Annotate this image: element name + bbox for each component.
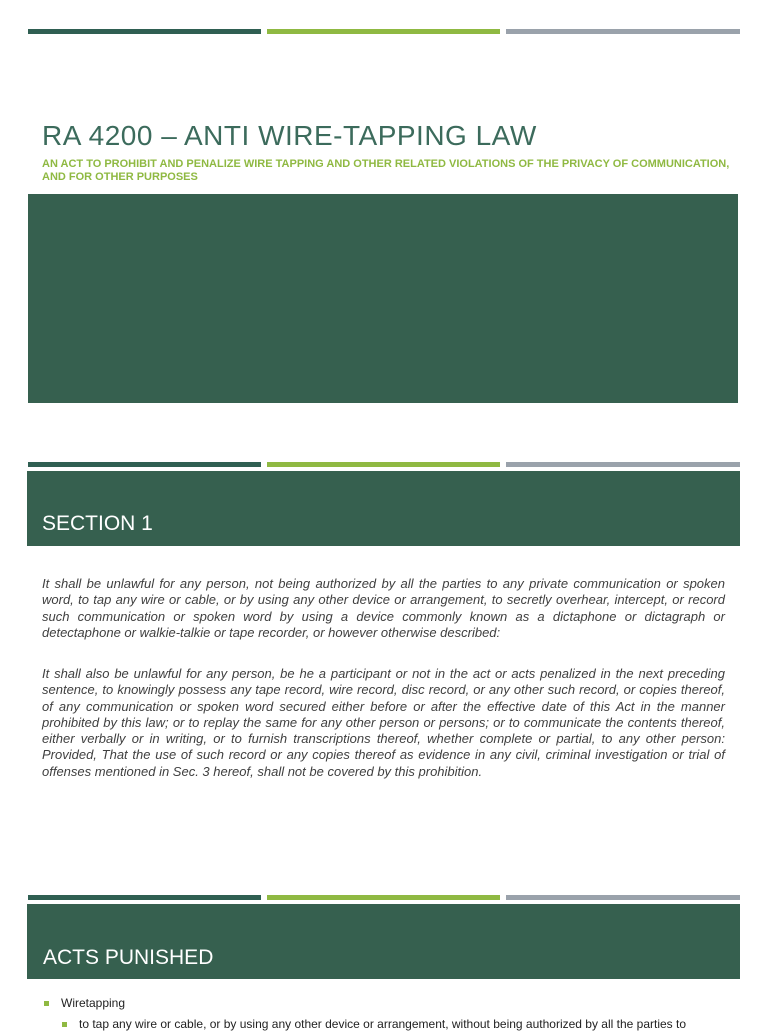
list-item	[62, 1017, 686, 1031]
list-item-label: Wiretapping	[61, 996, 126, 1010]
accent-stripe-dark	[28, 462, 261, 467]
list-item	[44, 996, 125, 1010]
list-item-label: to tap any wire or cable, or by using any other device or arrangement, without being authorized by all the parties to	[79, 1017, 687, 1031]
slide-title: RA 4200 – ANTI WIRE-TAPPING LAW	[42, 120, 537, 151]
accent-stripe-green	[267, 29, 500, 34]
accent-stripe-green	[267, 895, 500, 900]
slide-subtitle: AN ACT TO PROHIBIT AND PENALIZE WIRE TAPPING AND OTHER RELATED VIOLATIONS OF THE PRIVACY OF COMMUNICATION, AND FOR OTHER PURPOSES	[42, 158, 730, 183]
accent-stripe-gray	[506, 29, 740, 34]
accent-stripe-dark	[28, 895, 261, 900]
bullet-icon	[62, 1022, 67, 1027]
section-heading: SECTION 1	[42, 512, 153, 535]
section-paragraph-2: It shall also be unlawful for any person, be he a participant or not in the act or acts penalized in the next preceding sentence, to knowingly possess any tape record, wire record, disc record, or any other such record, or copies thereof, of any communication or spoken word secured either before or after the effective date of this Act in the manner prohibited by this law; or to replay the same for any other person or persons; or to communicate the contents thereof, either verbally or in writing, or to furnish transcriptions thereof, whether complete or partial, to any other person: Provided, That the use of such record or any copies thereof as evidence in any civil, criminal investigation or trial of offenses mentioned in Sec. 3 hereof, shall not be covered by this prohibition.	[42, 666, 725, 779]
accent-stripe-green	[267, 462, 500, 467]
section-header-banner	[27, 471, 740, 546]
accent-stripe-dark	[28, 29, 261, 34]
section-paragraph-1: It shall be unlawful for any person, not being authorized by all the parties to any private communication or spoken word, to tap any wire or cable, or by using any other device or arrangement, to secretly overhear, intercept, or record such communication or spoken word by using a device commonly known as a dictaphone or dictagraph or detectaphone or walkie-talkie or tape recorder, or however otherwise described:	[42, 576, 725, 640]
accent-stripe-gray	[506, 462, 740, 467]
acts-heading: ACTS PUNISHED	[43, 946, 214, 969]
title-banner	[28, 194, 738, 403]
acts-header-banner	[27, 904, 740, 979]
bullet-icon	[44, 1001, 49, 1006]
accent-stripe-gray	[506, 895, 740, 900]
